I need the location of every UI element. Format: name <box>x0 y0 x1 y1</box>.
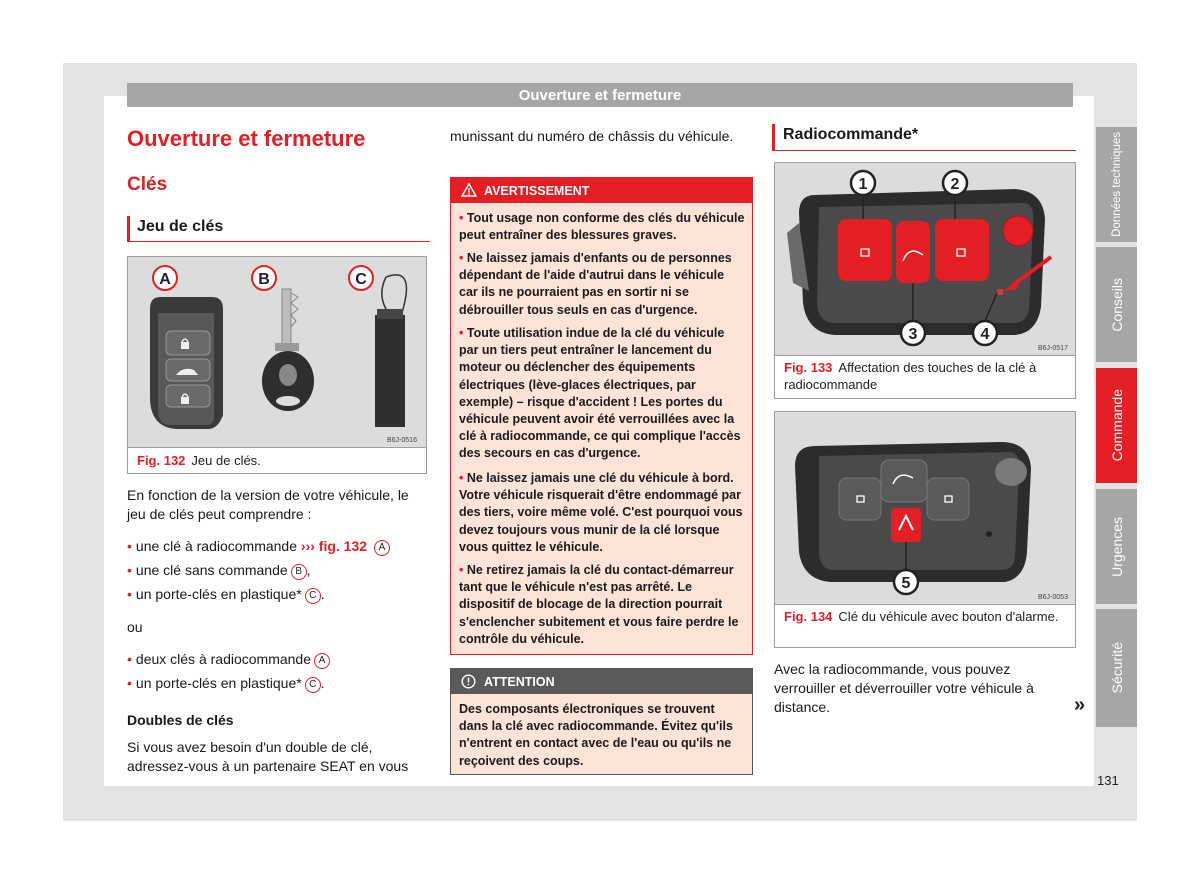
list-item: • deux clés à radiocommande A <box>127 650 330 669</box>
figure-caption: Fig. 134 Clé du véhicule avec bouton d'alarme. <box>784 609 1059 624</box>
label-1: 1 <box>858 176 868 193</box>
attention-box <box>450 668 753 775</box>
warning-item: • Ne retirez jamais la clé du contact-démarreur tant que le véhicule n'est pas arrêté. Le dispositif de blocage de la direction pourrait s'enclencher subitement et vous faire perdre le contrôle du véhicule. <box>459 563 739 646</box>
list-item: • un porte-clés en plastique* C . <box>127 675 325 691</box>
key-set-illustration <box>128 257 426 448</box>
warning-triangle-icon <box>461 183 477 197</box>
tab-securite[interactable]: Sécurité <box>1096 609 1137 727</box>
label-B: B <box>258 271 270 288</box>
list-item: • une clé sans commande B , <box>127 562 311 578</box>
tab-commande[interactable]: Commande <box>1096 368 1137 483</box>
warning-item: • Ne laissez jamais une clé du véhicule à bord. Votre véhicule risquerait d'être endommagé par des tiers, voire même volé. C'est pourquoi vous devez toujours vous munir de la clé lorsque vous quittez le véhicule. <box>459 471 743 554</box>
doubles-heading: Doubles de clés <box>127 712 234 728</box>
label-2: 2 <box>950 176 960 193</box>
image-code: B6J-0517 <box>1038 345 1068 352</box>
page-title: Ouverture et fermeture <box>127 126 366 151</box>
attention-header: ATTENTION <box>451 669 752 694</box>
figure-caption: Fig. 133 Affectation des touches de la clé à radiocommande <box>784 360 1037 392</box>
tab-donnees-techniques[interactable]: Données techniques <box>1096 127 1137 242</box>
label-4: 4 <box>980 326 990 343</box>
warning-item: • Ne laissez jamais d'enfants ou de personnes dépendant de l'aide d'autrui dans le véhicule car ils ne pourraient pas en sortir ni se débrouiller tous seuls en cas d'urgence. <box>459 251 732 317</box>
tab-conseils[interactable]: Conseils <box>1096 247 1137 362</box>
warning-item: • Tout usage non conforme des clés du véhicule peut entraîner des blessures graves. <box>459 211 745 243</box>
intro-paragraph: En fonction de la version de votre véhicule, le jeu de clés peut comprendre : <box>127 487 409 522</box>
figure-link[interactable]: ››› fig. 132 <box>300 538 368 554</box>
remote-key-buttons-illustration <box>775 163 1075 356</box>
image-code: B6J-0053 <box>1038 594 1068 601</box>
list-item: • une clé à radiocommande ››› fig. 132 A <box>127 537 390 556</box>
subsection-heading: Jeu de clés <box>127 216 430 242</box>
figure-133 <box>774 162 1076 399</box>
label-A: A <box>159 271 171 288</box>
figure-132 <box>127 256 427 474</box>
list-item: • un porte-clés en plastique* C . <box>127 586 325 602</box>
figure-caption: Fig. 132 Jeu de clés. <box>137 453 261 468</box>
label-3: 3 <box>908 326 918 343</box>
warning-box <box>450 177 753 655</box>
warning-header: AVERTISSEMENT <box>451 178 752 203</box>
continue-arrow-icon: » <box>1074 694 1086 716</box>
attention-circle-icon <box>461 674 476 689</box>
continuation-paragraph: munissant du numéro de châssis du véhicule. <box>450 128 734 144</box>
tab-urgences[interactable]: Urgences <box>1096 489 1137 604</box>
or-text: ou <box>127 619 143 635</box>
radiocommande-paragraph: Avec la radiocommande, vous pouvez verrouiller et déverrouiller votre véhicule à distance. <box>774 661 1034 715</box>
alarm-key-illustration <box>775 412 1075 605</box>
chapter-header: Ouverture et fermeture <box>127 83 1073 107</box>
attention-text: Des composants électroniques se trouvent dans la clé avec radiocommande. Évitez qu'ils n'entrent en contact avec de l'eau ou qu'ils ne reçoivent des coups. <box>459 702 733 768</box>
label-C: C <box>355 271 367 288</box>
image-code: B6J-0516 <box>387 437 417 444</box>
radiocommande-heading: Radiocommande* <box>772 124 1076 151</box>
warning-item: • Toute utilisation indue de la clé du véhicule par un tiers peut entraîner le lancement du moteur ou déclencher des équipements électriques (lève-glaces électriques, par exemple) – risque d'accident ! Les portes du véhicule peuvent avoir été verrouillées avec la clé à radiocommande, ce qui complique l'accès des secours en cas d'urgence. <box>459 326 741 461</box>
figure-134 <box>774 411 1076 648</box>
section-title: Clés <box>127 174 168 195</box>
page-number: 131 <box>1097 773 1119 788</box>
label-5: 5 <box>901 575 911 592</box>
doubles-paragraph: Si vous avez besoin d'un double de clé, adressez-vous à un partenaire SEAT en vous <box>127 739 409 774</box>
